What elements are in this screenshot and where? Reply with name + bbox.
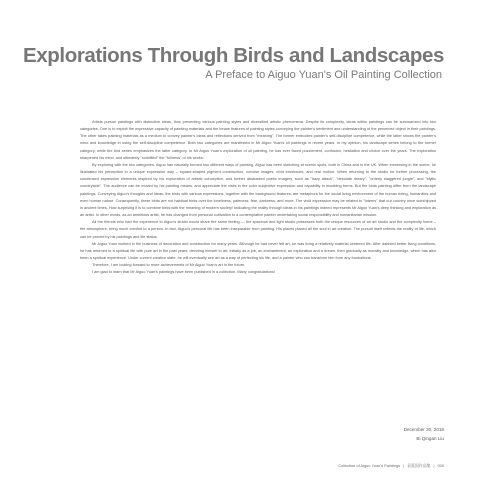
page-number: 000 [437,463,444,468]
body-paragraph: By exploring with the two categories, Aiguo has naturally formed two different ways of painting. Aiguo has been sketching at scenic spots, both in China and in the UK. When immersing in the scene, he illustrated his perception in a unique expression way – square-shaped pigment construction, concise images, vivid brushwork, and real motion. When returning to the studio for further processing, the condensed expression elements inspired by his exploration of artistic conception, and further abstracted poetic imagery, such as "hazy attack", "desolate dreary", "orderly staggered jungle", and "idyllic countryside". The audience can be moved by his painting means, and appreciate the visits in the color subjective expression and capability in modeling forms. But the birds painting differ from the landscape paintings. Conveying Aiguo's thoughts and ideas, the birds with various expressions, together with the background features, are metaphors for the social living environment of the human being, humanities and even human nature. Consequently, these birds are not habitual birds over the loneliness, paleness, fear, darkness, and more. The vivid expression may be related to "totems" that our country once worshipped in ancient times. How surprising it is to combine birds with the meaning of modern society! Indicating the reality through ideas in his paintings indeed represents Mr Aiguo Yuan's deep thinking and exploration as an artist. In other words, as an ambitious artist, he has changed from personal cultivation to a contemplative painter undertaking social responsibility and humanitarian mission. [80,162,436,218]
footer-divider: | [403,463,405,468]
body-paragraph: Mr Aiguo Yuan worked in the business of decoration and construction for many years. Although he had never left art, he was living a relatively material-centered life. After dabbled better living conditions, he has returned to a spiritual life with pure art in the past years, devoting himself to art, initially as a job, an enchantment, an exploration and a dream, then gradually as morality and knowledge, which has also been a spiritual experience. Under current creative state, he will eventually see art as a way of perfecting his life, and a painter who can transform him from any frustrations. [80,241,436,260]
body-paragraph: I am glad to learn that Mr Aiguo Yuan's paintings have been published in a collection. Many congratulations! [92,270,275,275]
footer-chinese-title: 袁爱国作品集 [407,463,431,468]
signature-date: December 20, 2018 [403,427,444,432]
body-paragraph: All the friends who had the experience to Aiguo's studio would share the same feeling — the spacious and light studio possesses both the unique resources of an art studio and the complexity home – the atmosphere, bring much comfort to a person. In fact, Aiguo's personal life has been inseparable from painting. His places placed all the soul in art creation. The pursuit itself reflects the reality of life, which can be proved by his paintings and life status. [80,220,436,239]
preface-body [80,119,436,276]
signature-block [404,426,444,443]
page-subtitle: A Preface to Aiguo Yuan's Oil Painting Collection [205,69,442,81]
footer-collection: Collection of Aiguo Yuan's Paintings [338,463,401,468]
signature-author: Bi Qingan Liu [416,435,444,441]
page-footer [338,463,444,469]
page-title: Explorations Through Birds and Landscapes [23,44,444,67]
body-paragraph: Therefore, I am looking forward to more achievements of Mr Aiguo Yuan's art in the future. [92,263,246,268]
body-paragraph: Artists pursue paintings with distinctive ideas, thus presenting various painting styles and diversified artistic phenomena. Despite its complexity, ideas within paintings can be summarized into two categories. One is to exploit the expressive capacity of painting materials and the innate features of painting styles,conveying the painter's sentiment and understanding of the perceived object in their paintings. The other takes painting materials as a medium to convey painter's ideas and reflections derived from "meaning". The former embodies painter's self-discipline competence, while the latter shows the painter's mind and knowledge in using the self-discipline competence. Both two categories are manifested in Mr Aiguo Yuan's oil paintings in recent years. In my opinion, his landscape series belong to the former category, while the bird series emphasizes the latter category. In Mr Aiguo Yuan's exploration of oil painting, he has ever faced puzzlement, confusion, hesitation and choice over the years. The exploration sharpened his mind, and ultimately "solidified" the "fullness" of his works. [80,120,436,160]
footer-divider: | [433,463,435,468]
